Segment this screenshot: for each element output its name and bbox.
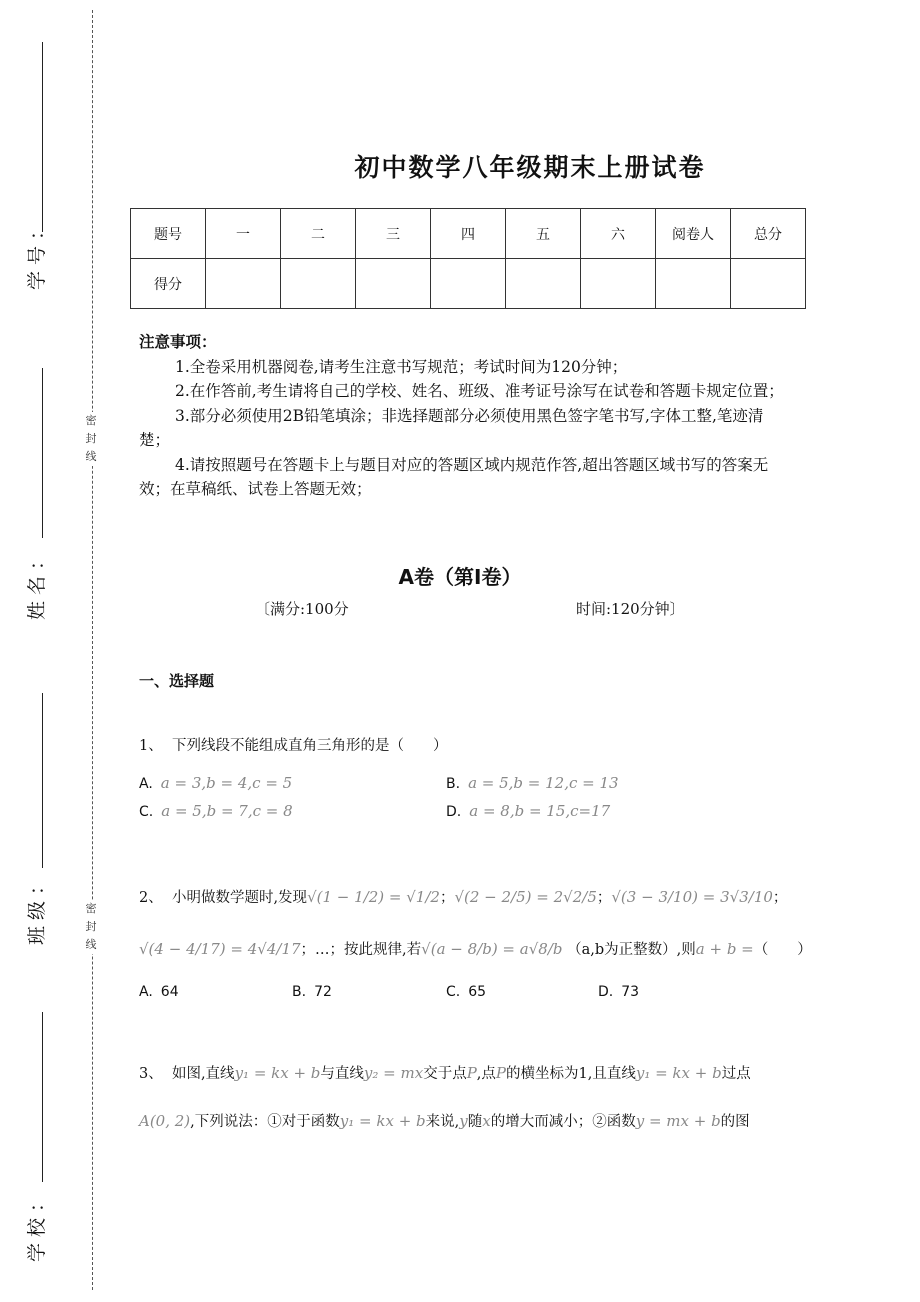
score-cell[interactable] <box>356 259 431 309</box>
full-score: 〔满分:100分 <box>255 600 349 618</box>
note-item: 2.在作答前,考生请将自己的学校、姓名、班级、准考证号涂写在试卷和答题卡规定位置； <box>175 382 784 400</box>
question-text: 的横坐标为1,且直线 <box>506 1066 636 1082</box>
student-id-underline <box>42 42 43 232</box>
option-label: C. <box>139 804 154 820</box>
score-cell[interactable] <box>431 259 506 309</box>
question-text: 交于点 <box>423 1066 467 1082</box>
question-text: 小明做数学题时,发现 <box>171 890 308 906</box>
volume-title: A卷（第I卷） <box>398 565 522 589</box>
q1-option-a[interactable] <box>139 774 292 792</box>
seal-text-upper: 密封线 <box>82 412 100 466</box>
question-3-line-2 <box>139 1110 750 1131</box>
score-cell[interactable] <box>656 259 731 309</box>
math-expression: A(0, 2) <box>139 1112 191 1130</box>
student-id-label: 学号： <box>26 214 48 290</box>
sqrt-expression: √(4 − 4/17) = 4√4/17 <box>139 940 301 958</box>
school-label: 学校： <box>26 1186 48 1262</box>
math-expression: P <box>466 1064 477 1082</box>
option-text: a = 5,b = 7,c = 8 <box>161 802 293 820</box>
score-header-cell: 二 <box>281 209 356 259</box>
sqrt-expression: √(a − 8/b) = a√8/b <box>421 940 563 958</box>
exam-title: 初中数学八年级期末上册试卷 <box>354 153 706 182</box>
name-label: 姓名： <box>26 544 48 620</box>
exam-time: 时间:120分钟〕 <box>576 600 685 618</box>
question-text: ,下列说法：①对于函数 <box>190 1114 340 1130</box>
question-number: 2、 <box>139 890 163 906</box>
seal-dashed-line <box>92 10 93 1290</box>
math-expression: y <box>459 1112 468 1130</box>
option-text: a = 3,b = 4,c = 5 <box>160 774 293 792</box>
option-text: 73 <box>621 984 640 1000</box>
score-header-cell: 五 <box>506 209 581 259</box>
math-expression: y₂ = mx <box>363 1064 424 1082</box>
question-text: 来说, <box>425 1114 460 1130</box>
class-label: 班级： <box>26 869 48 945</box>
option-label: D. <box>446 804 462 820</box>
option-label: A. <box>139 984 153 1000</box>
score-header-cell: 题号 <box>131 209 206 259</box>
note-item: 1.全卷采用机器阅卷,请考生注意书写规范；考试时间为120分钟； <box>175 357 628 376</box>
option-text: a = 8,b = 15,c=17 <box>469 802 611 820</box>
question-text: 与直线 <box>320 1066 364 1082</box>
score-cell[interactable] <box>281 259 356 309</box>
question-text: ；…；按此规律,若 <box>300 942 422 958</box>
name-underline <box>42 368 43 538</box>
notes-heading: 注意事项： <box>139 332 217 351</box>
score-cell[interactable] <box>206 259 281 309</box>
option-text: a = 5,b = 12,c = 13 <box>468 774 619 792</box>
question-2-line-1: 2、 小明做数学题时,发现√(1 − 1/2) = √1/2；√(2 − 2/5) = 2√2/5；√(3 − 3/10) = 3√3/10； <box>139 888 788 906</box>
q2-option-d[interactable] <box>598 984 639 1000</box>
option-label: C. <box>446 984 461 1000</box>
option-text: 64 <box>160 984 179 1000</box>
score-header-cell: 阅卷人 <box>656 209 731 259</box>
school-underline <box>42 1012 43 1182</box>
question-1-stem <box>139 734 447 755</box>
question-3-line-1 <box>139 1062 751 1083</box>
question-text: 过点 <box>721 1066 751 1082</box>
class-underline <box>42 693 43 868</box>
score-header-cell: 六 <box>581 209 656 259</box>
score-header-cell: 总分 <box>731 209 806 259</box>
math-expression: P <box>495 1064 506 1082</box>
score-header-cell: 四 <box>431 209 506 259</box>
score-cell[interactable] <box>731 259 806 309</box>
question-text: 随 <box>467 1114 483 1130</box>
score-table-header-row <box>131 209 806 259</box>
option-label: B. <box>292 984 307 1000</box>
question-text: 的增大而减小；②函数 <box>490 1114 636 1130</box>
q2-option-b[interactable] <box>292 984 332 1000</box>
score-header-cell: 一 <box>206 209 281 259</box>
q1-option-c[interactable] <box>139 802 293 820</box>
math-expression: y₁ = kx + b <box>635 1064 722 1082</box>
option-label: B. <box>446 776 461 792</box>
question-text: 如图,直线 <box>171 1066 235 1082</box>
sqrt-expression: √(2 − 2/5) = 2√2/5 <box>454 888 597 906</box>
math-expression: y₁ = kx + b <box>339 1112 426 1130</box>
score-cell[interactable] <box>581 259 656 309</box>
score-header-cell: 三 <box>356 209 431 259</box>
q1-option-d[interactable] <box>446 802 610 820</box>
question-2-line-2 <box>139 938 812 959</box>
question-text: ,点 <box>476 1066 496 1082</box>
score-row-label: 得分 <box>131 259 206 309</box>
math-expression: a + b = <box>695 940 754 958</box>
notes-block <box>139 330 789 502</box>
q2-option-c[interactable] <box>446 984 486 1000</box>
question-text: 的图 <box>720 1114 750 1130</box>
section-title: 一、选择题 <box>139 672 215 690</box>
score-table-score-row <box>131 259 806 309</box>
question-number: 1、 <box>139 738 163 754</box>
math-expression: x <box>482 1112 491 1130</box>
question-text: （a,b为正整数）,则 <box>567 942 696 958</box>
note-item: 4.请按照题号在答题卡上与题目对应的答题区域内规范作答,超出答题区域书写的答案无效；在草稿纸、试卷上答题无效； <box>139 455 769 498</box>
q2-option-a[interactable] <box>139 984 179 1000</box>
seal-text-lower: 密封线 <box>82 900 100 954</box>
question-number: 3、 <box>139 1066 163 1082</box>
math-expression: y = mx + b <box>635 1112 721 1130</box>
score-table <box>130 208 806 309</box>
option-label: D. <box>598 984 614 1000</box>
math-expression: y₁ = kx + b <box>234 1064 321 1082</box>
score-cell[interactable] <box>506 259 581 309</box>
q1-option-b[interactable] <box>446 774 619 792</box>
sqrt-expression: √(1 − 1/2) = √1/2 <box>307 888 440 906</box>
question-text: 下列线段不能组成直角三角形的是（ ） <box>171 738 448 754</box>
option-text: 65 <box>468 984 487 1000</box>
sqrt-expression: √(3 − 3/10) = 3√3/10 <box>611 888 773 906</box>
option-text: 72 <box>314 984 332 1000</box>
answer-blank: （ ） <box>753 942 812 958</box>
note-item: 3.部分必须使用2B铅笔填涂；非选择题部分必须使用黑色签字笔书写,字体工整,笔迹清楚； <box>139 406 764 449</box>
option-label: A. <box>139 776 153 792</box>
